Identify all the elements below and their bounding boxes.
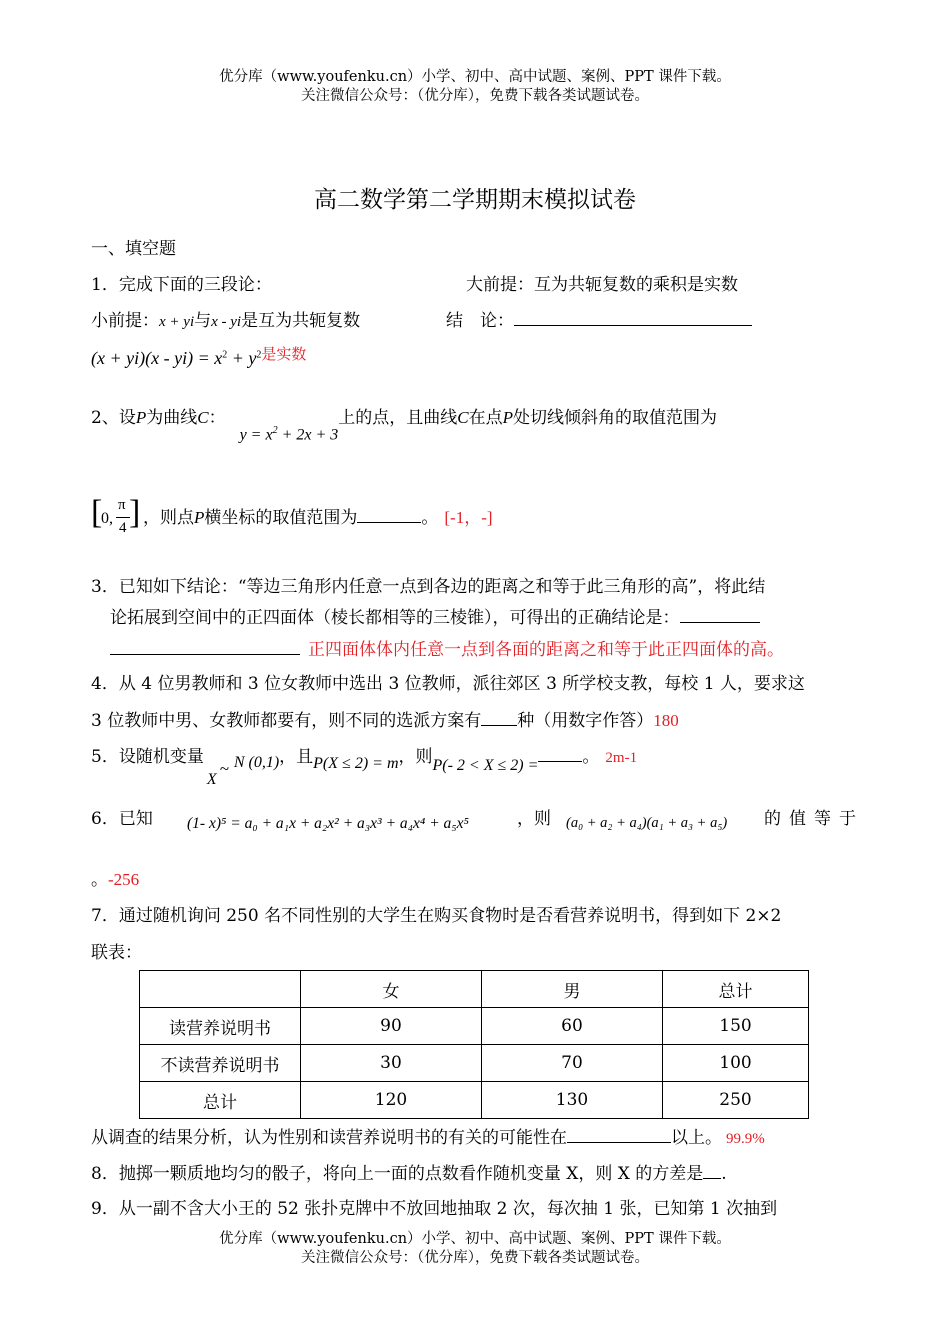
q1-connector: 与: [194, 311, 212, 331]
table-cell: 女: [301, 971, 482, 1008]
q5-cond: P(X ≤ 2) = m: [313, 755, 399, 772]
q3-line2: [110, 603, 760, 628]
q1-answer-expr: (x + yi)(x - yi) = x: [91, 348, 223, 368]
q6-period: 。: [91, 870, 108, 890]
q4-line2: [91, 706, 679, 731]
table-cell: 130: [482, 1082, 663, 1119]
table-header-row: [140, 971, 809, 1008]
q5-tilde: ~: [219, 759, 230, 778]
q5-blank[interactable]: [538, 751, 582, 762]
q6-answer: -256: [108, 870, 140, 889]
q4-line2a: 3 位教师中男、女教师都要有，则不同的选派方案有: [91, 711, 482, 731]
q5-lead: 5．设随机变量: [91, 747, 204, 767]
page-footer-line1: 优分库（www.youfenku.cn）小学、初中、高中试题、案例、PPT 课件下载。: [219, 1231, 731, 1247]
q5-answer: 2m-1: [605, 750, 638, 766]
q4-line1: 4．从 4 位男教师和 3 位女教师中选出 3 位教师，派往郊区 3 所学校支教，每校 1 人，要求这: [91, 674, 805, 694]
q8-text-a: 8．抛掷一颗质地均匀的骰子，将向上一面的点数看作随机变量 X，则 X 的方差是: [91, 1164, 704, 1184]
q8-text-b: .: [721, 1164, 727, 1184]
page-footer-line2: 关注微信公众号：（优分库），免费下载各类试题试卷。: [301, 1250, 649, 1266]
q6-expansion: (1- x)⁵ = a₀ + a₁x + a₂x² + a₃x³ + a₄x⁴ + a₅x⁵: [187, 815, 469, 832]
table-row: [140, 1045, 809, 1082]
q1-minor-premise: [91, 306, 360, 331]
q2-text3: 上的点，且曲线: [338, 408, 458, 428]
table-cell: 150: [663, 1008, 809, 1045]
q3-line1: 3．已知如下结论：“等边三角形内任意一点到各边的距离之和等于此三角形的高”，将此结: [91, 577, 766, 597]
exam-title: 高二数学第二学期期末模拟试卷: [314, 187, 636, 213]
section-heading: 一、填空题: [91, 239, 176, 259]
q2-curve: [240, 425, 339, 444]
q2-var-p-3: P: [194, 508, 205, 527]
q1-conclusion: [446, 306, 752, 331]
table-cell: [140, 971, 301, 1008]
q9-line: 9．从一副不含大小王的 52 张扑克牌中不放回地抽取 2 次，每次抽 1 张，已知第 1 次抽到: [91, 1199, 778, 1219]
q6-lead: 6．已知: [91, 809, 153, 829]
q8-blank[interactable]: [703, 1161, 721, 1179]
q2-four: 4: [119, 520, 127, 536]
contingency-table: [139, 970, 809, 1119]
q6-then: ，则: [517, 809, 551, 829]
q3-blank-2[interactable]: [110, 637, 300, 655]
table-cell: 30: [301, 1045, 482, 1082]
table-cell: 120: [301, 1082, 482, 1119]
q5-then: ，则: [398, 747, 433, 767]
q1-answer: [91, 343, 306, 369]
q3-line3: [110, 635, 784, 660]
q2-text5: 处切线倾斜角的取值范围为: [513, 408, 717, 428]
q7-line2: 联表：: [91, 943, 142, 963]
q1-minor-tail: 是互为共轭复数: [241, 311, 361, 331]
q7-after-a: 从调查的结果分析，认为性别和读营养说明书的有关的可能性在: [91, 1128, 567, 1148]
q5-period: 。: [582, 747, 600, 767]
page-header-line1: 优分库（www.youfenku.cn）小学、初中、高中试题、案例、PPT 课件下载。: [219, 69, 731, 85]
q5-and: ，且: [279, 747, 314, 767]
q7-line1: 7．通过随机询问 250 名不同性别的大学生在购买食物时是否看营养说明书，得到如下 2×2: [91, 906, 782, 926]
q2-line2: [143, 503, 493, 528]
q1-expr-a: x + yi: [159, 314, 195, 330]
q2-interval: [91, 494, 141, 546]
q1-blank[interactable]: [514, 308, 752, 326]
q1-answer-text: 是实数: [261, 345, 307, 363]
q2-bracket-left: [: [91, 494, 103, 531]
q1-minor-label: 小前提：: [91, 311, 159, 331]
q2-text1: 2、设: [91, 408, 136, 428]
q6-tail: 的值等于: [764, 809, 864, 829]
q6-answer-line: [91, 865, 139, 890]
q2-var-p: P: [135, 408, 147, 427]
q3-line2-text: 论拓展到空间中的正四面体（棱长都相等的三棱锥），可得出的正确结论是：: [110, 608, 680, 628]
q6-target: (a₀ + a₂ + a₄)(a₁ + a₃ + a₅): [566, 815, 728, 831]
q2-curve-a: y = x: [239, 426, 273, 443]
q2-text7: 横坐标的取值范围为: [204, 508, 358, 528]
q2-period: 。: [421, 508, 439, 528]
q5-var-x: X: [206, 771, 217, 788]
q4-answer: 180: [653, 711, 679, 730]
table-cell: 60: [482, 1008, 663, 1045]
q7-answer: 99.9%: [726, 1131, 765, 1147]
q2-bracket-right: ]: [129, 494, 141, 531]
q2-blank[interactable]: [357, 505, 421, 523]
q1-answer-plus: + y: [227, 348, 257, 368]
table-cell: 70: [482, 1045, 663, 1082]
q2-colon: ：: [208, 408, 226, 428]
q1-lead: 1．完成下面的三段论：: [91, 275, 272, 295]
q2-interval-left: 0,: [101, 510, 113, 527]
q1-exp-2: 2: [256, 349, 262, 361]
q1-conclusion-label: 结 论：: [446, 311, 514, 331]
q2-curve-exp: 2: [272, 424, 278, 436]
q1-major-premise: 大前提：互为共轭复数的乘积是实数: [466, 275, 738, 295]
q8-line: [91, 1159, 727, 1184]
q5-target: P(- 2 < X ≤ 2) =: [432, 757, 539, 774]
page-header-line2: 关注微信公众号：（优分库），免费下载各类试题试卷。: [301, 88, 649, 104]
q2-curve-b: + 2x + 3: [277, 426, 339, 443]
q3-blank-1[interactable]: [680, 605, 760, 623]
q2-answer: [-1，-]: [444, 508, 493, 527]
table-row: [140, 1008, 809, 1045]
q4-blank[interactable]: [481, 708, 517, 726]
q2-line1: [91, 403, 861, 443]
table-cell: 100: [663, 1045, 809, 1082]
q4-line2b: 种（用数字作答）: [517, 711, 654, 731]
q2-var-c-2: C: [457, 408, 469, 427]
q7-after-b: 以上。: [671, 1128, 722, 1148]
table-cell: 总计: [140, 1082, 301, 1119]
q2-var-c: C: [197, 408, 209, 427]
q2-text6: ，则点: [143, 508, 194, 528]
table-cell: 250: [663, 1082, 809, 1119]
table-cell: 读营养说明书: [140, 1008, 301, 1045]
q2-var-p-2: P: [502, 408, 513, 427]
table-cell: 不读营养说明书: [140, 1045, 301, 1082]
q7-after: [91, 1123, 765, 1148]
q3-answer: 正四面体体内任意一点到各面的距离之和等于此正四面体的高。: [308, 640, 784, 660]
table-cell: 总计: [663, 971, 809, 1008]
q2-pi: π: [118, 497, 126, 513]
q2-fraction-bar: [116, 517, 130, 518]
table-cell: 90: [301, 1008, 482, 1045]
table-cell: 男: [482, 971, 663, 1008]
q7-blank[interactable]: [567, 1125, 671, 1143]
table-row: [140, 1082, 809, 1119]
q5-dist: N (0,1): [233, 754, 280, 771]
q2-text4: 在点: [468, 408, 503, 428]
q1-expr-b: x - yi: [211, 314, 242, 330]
q1-exp-1: 2: [222, 349, 228, 361]
q2-text2: 为曲线: [146, 408, 198, 428]
q5-line: [91, 742, 638, 788]
